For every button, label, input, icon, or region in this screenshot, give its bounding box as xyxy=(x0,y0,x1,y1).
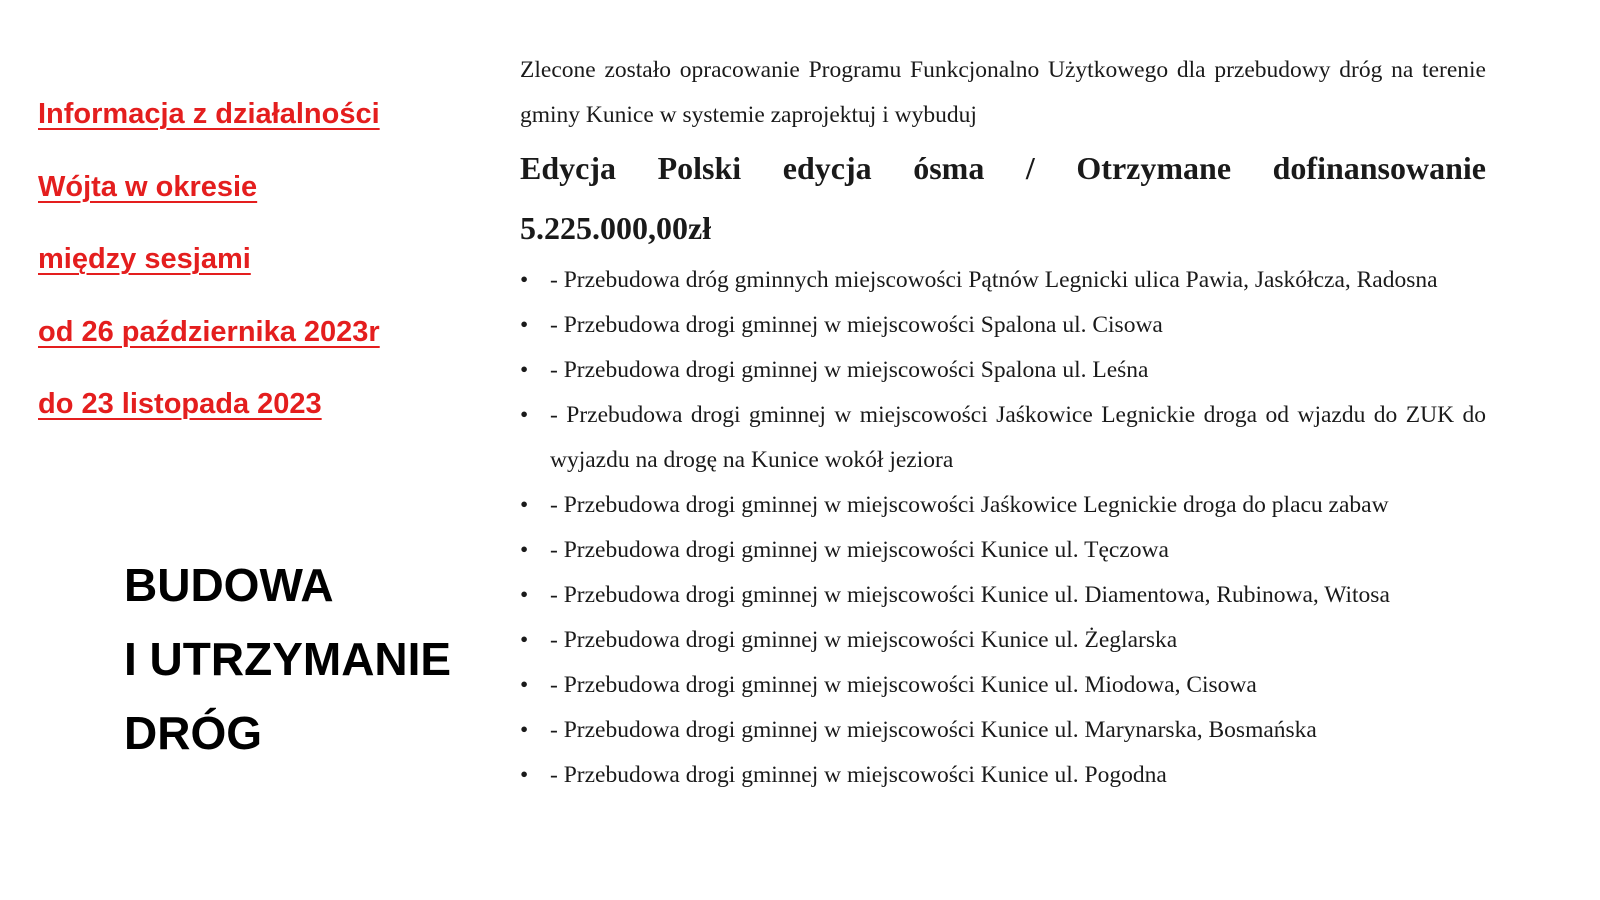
bullet-icon: • xyxy=(520,717,529,743)
list-item xyxy=(520,618,1486,663)
info-line-3: między sesjami xyxy=(38,243,251,275)
section-title xyxy=(124,548,484,770)
list-item-text: - Przebudowa dróg gminnych miejscowości Pątnów Legnicki ulica Pawia, Jaskółcza, Radosna xyxy=(550,267,1438,293)
list-item-text: - Przebudowa drogi gminnej w miejscowości Kunice ul. Miodowa, Cisowa xyxy=(550,672,1257,698)
list-item xyxy=(520,348,1486,393)
list-item-text: - Przebudowa drogi gminnej w miejscowości Kunice ul. Pogodna xyxy=(550,762,1167,788)
list-item xyxy=(520,708,1486,753)
section-title-line-1: BUDOWA xyxy=(124,559,334,611)
funding-amount: 5.225.000,00zł xyxy=(520,210,712,246)
list-item-text: - Przebudowa drogi gminnej w miejscowości Kunice ul. Żeglarska xyxy=(550,627,1178,653)
info-line-5: do 23 listopada 2023 xyxy=(38,388,322,420)
list-item-text: - Przebudowa drogi gminnej w miejscowości Kunice ul. Tęczowa xyxy=(550,537,1169,563)
info-line-2: Wójta w okresie xyxy=(38,170,258,203)
intro-paragraph: Zlecone zostało opracowanie Programu Funkcjonalno Użytkowego dla przebudowy dróg na terenie gminy Kunice w systemie zaprojektuj i wybuduj xyxy=(520,57,1486,128)
list-item xyxy=(520,303,1486,348)
bullet-icon: • xyxy=(520,627,529,653)
list-item-text: - Przebudowa drogi gminnej w miejscowości Jaśkowice Legnickie droga od wjazdu do ZUK do wyjazdu na drogę na Kunice wokół jeziora xyxy=(550,402,1486,473)
list-item xyxy=(520,393,1486,483)
list-item xyxy=(520,528,1486,573)
list-item xyxy=(520,753,1486,798)
section-title-line-3: DRÓG xyxy=(124,707,262,759)
list-item-text: - Przebudowa drogi gminnej w miejscowości Kunice ul. Diamentowa, Rubinowa, Witosa xyxy=(550,582,1390,608)
edition-line-1: Edycja Polski edycja ósma / Otrzymane dofinansowanie xyxy=(520,150,1486,186)
list-item xyxy=(520,663,1486,708)
bullet-icon: • xyxy=(520,582,529,608)
info-line-4: od 26 października 2023r xyxy=(38,315,380,348)
bullet-icon: • xyxy=(520,492,529,518)
content-panel xyxy=(520,48,1486,798)
session-info-header xyxy=(38,78,478,441)
list-item-text: - Przebudowa drogi gminnej w miejscowości Spalona ul. Cisowa xyxy=(550,312,1163,338)
bullet-icon: • xyxy=(520,357,529,383)
list-item-text: - Przebudowa drogi gminnej w miejscowości Jaśkowice Legnickie droga do placu zabaw xyxy=(550,492,1389,518)
list-item-text: - Przebudowa drogi gminnej w miejscowości Spalona ul. Leśna xyxy=(550,357,1149,383)
list-item xyxy=(520,573,1486,618)
bullet-icon: • xyxy=(520,267,529,293)
list-item xyxy=(520,483,1486,528)
bullet-icon: • xyxy=(520,312,529,338)
list-item xyxy=(520,258,1486,303)
road-works-list xyxy=(520,258,1486,798)
bullet-icon: • xyxy=(520,672,529,698)
list-item-text: - Przebudowa drogi gminnej w miejscowości Kunice ul. Marynarska, Bosmańska xyxy=(550,717,1317,743)
bullet-icon: • xyxy=(520,402,529,428)
bullet-icon: • xyxy=(520,537,529,563)
bullet-icon: • xyxy=(520,762,529,788)
edition-heading xyxy=(520,138,1486,258)
section-title-line-2: I UTRZYMANIE xyxy=(124,633,452,685)
info-line-1: Informacja z działalności xyxy=(38,98,380,130)
